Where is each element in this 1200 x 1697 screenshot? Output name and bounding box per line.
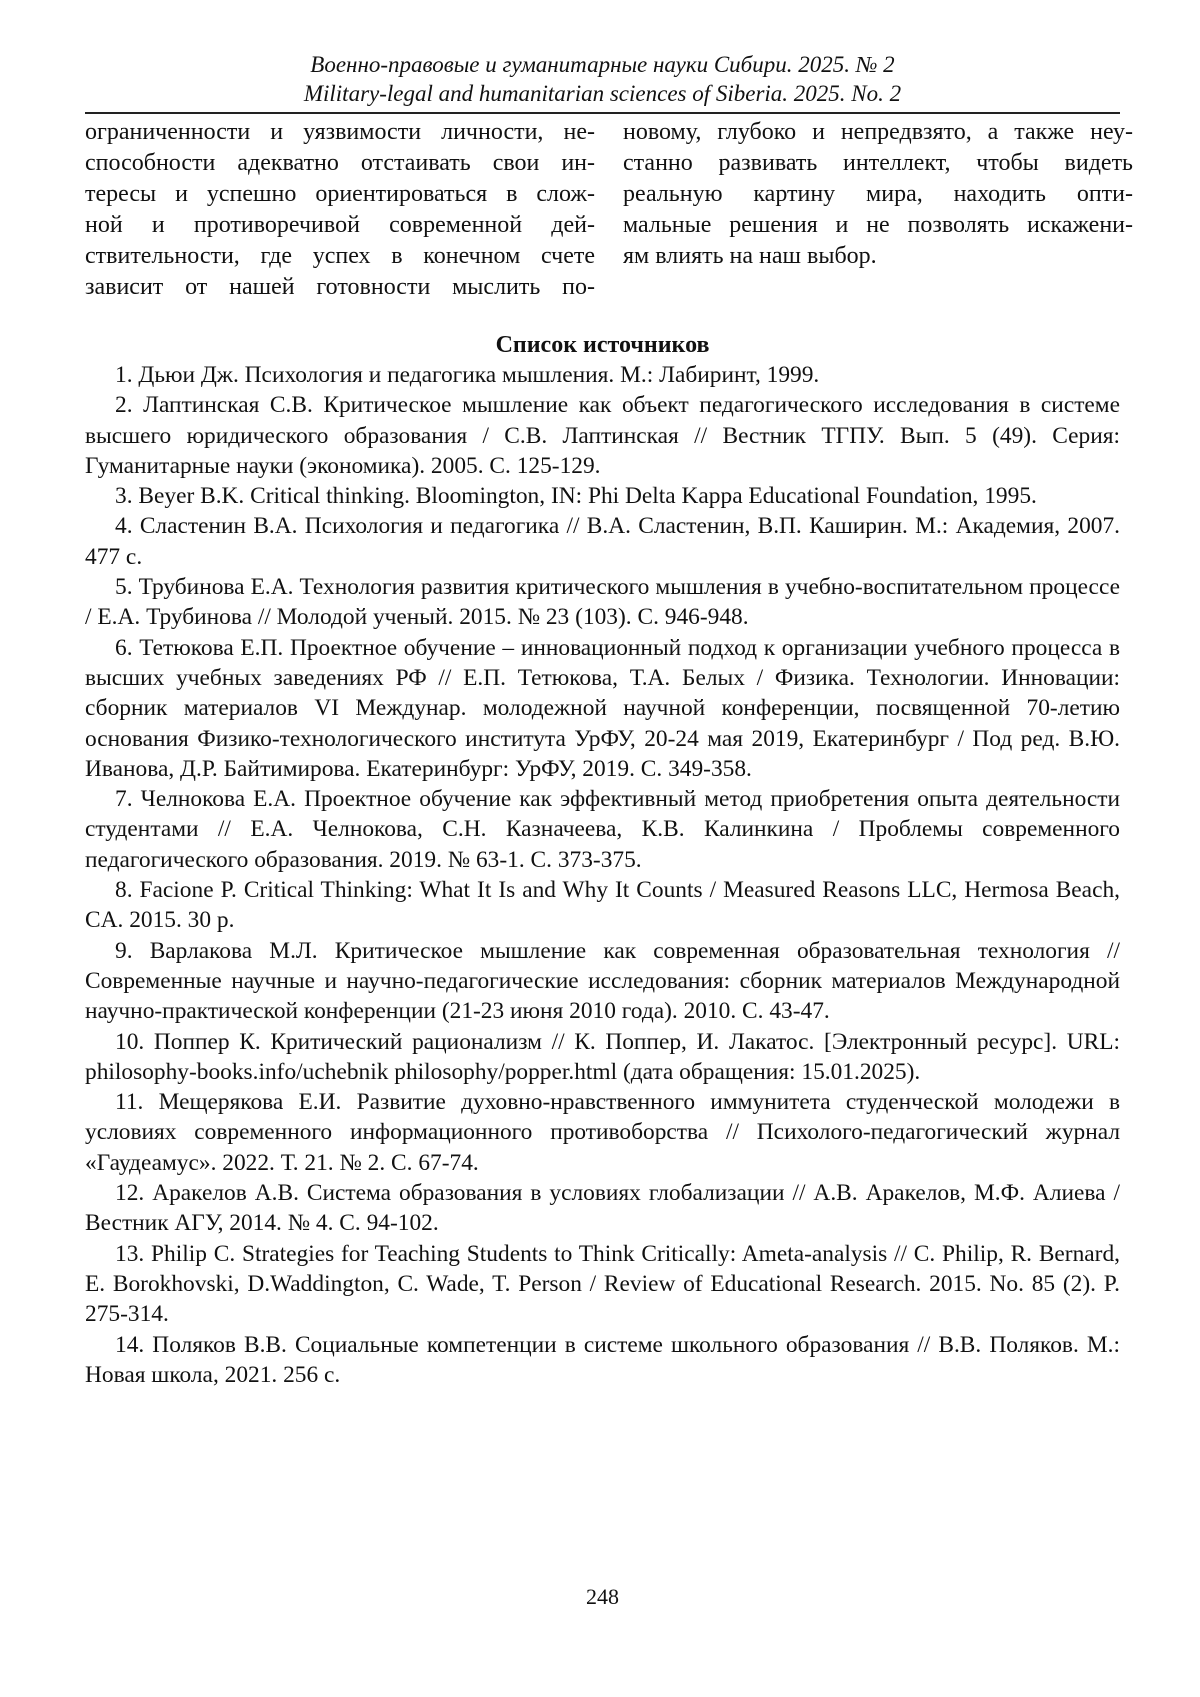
references-title: Список источников xyxy=(495,332,710,358)
left-column-line: ствительности, где успех в конечном счете xyxy=(85,243,595,269)
right-column xyxy=(623,117,1133,272)
right-column-line: ям влиять на наш выбор. xyxy=(623,243,877,269)
reference-item-10: 10. Поппер К. Критический рационализм // К. Поппер, И. Лакатос. [Электронный ресурс]. URL: philosophy-books.info/uchebnik philosophy/popper.html (дата обращения: 15.01.2025). xyxy=(85,1028,1120,1085)
reference-item-12: 12. Аракелов А.В. Система образования в условиях глобализации // А.В. Аракелов, М.Ф. Алиева / Вестник АГУ, 2014. № 4. С. 94-102. xyxy=(85,1180,1120,1237)
running-header xyxy=(85,50,1120,108)
left-column-line: зависит от нашей готовности мыслить по- xyxy=(85,274,595,300)
reference-item-4: 4. Сластенин В.А. Психология и педагогика // В.А. Сластенин, В.П. Каширин. М.: Академия, 2007. 477 с. xyxy=(85,513,1120,570)
journal-title-en: Military-legal and humanitarian sciences of Siberia. 2025. No. 2 xyxy=(303,81,902,106)
body-text-columns xyxy=(85,117,1133,307)
journal-title-ru: Военно-правовые и гуманитарные науки Сибири. 2025. № 2 xyxy=(310,52,895,77)
reference-item-14: 14. Поляков В.В. Социальные компетенции в системе школьного образования // В.В. Поляков. М.: Новая школа, 2021. 256 с. xyxy=(85,1331,1120,1388)
reference-item-5: 5. Трубинова Е.А. Технология развития критического мышления в учебно-воспитательном процессе / Е.А. Трубинова // Молодой ученый. 2015. № 23 (103). С. 946-948. xyxy=(85,574,1120,631)
page-number: 248 xyxy=(586,1584,619,1609)
right-column-line: новому, глубоко и непредвзято, а также неу- xyxy=(623,119,1133,145)
left-column-line: ограниченности и уязвимости личности, не- xyxy=(85,119,595,145)
reference-item-3: 3. Beyer B.K. Critical thinking. Bloomington, IN: Phi Delta Kappa Educational Foundation, 1995. xyxy=(115,483,1037,510)
reference-item-8: 8. Facione P. Critical Thinking: What It Is and Why It Counts / Measured Reasons LLC, Hermosa Beach, CA. 2015. 30 p. xyxy=(85,877,1120,934)
left-column-line: способности адекватно отстаивать свои ин- xyxy=(85,150,595,176)
left-column-line: ной и противоречивой современной дей- xyxy=(85,212,595,238)
left-column-line: тересы и успешно ориентироваться в слож- xyxy=(85,181,595,207)
reference-item-6: 6. Тетюкова Е.П. Проектное обучение – инновационный подход к организации учебного процесса в высших учебных заведениях РФ // Е.П. Тетюкова, Т.А. Белых / Физика. Технологии. Инновации: сборник материалов VI Междунар. молодежной научной конференции, посвященной 70-летию основания Физико-технологического института УрФУ, 20-24 мая 2019, Екатеринбург / Под ред. В.Ю. Иванова, Д.Р. Байтимирова. Екатеринбург: УрФУ, 2019. С. 349-358. xyxy=(85,634,1120,782)
reference-item-1: 1. Дьюи Дж. Психология и педагогика мышления. М.: Лабиринт, 1999. xyxy=(115,362,820,388)
reference-item-2: 2. Лаптинская С.В. Критическое мышление как объект педагогического исследования в системе высшего юридического образования / С.В. Лаптинская // Вестник ТГПУ. Вып. 5 (49). Серия: Гуманитарные науки (экономика). 2005. С. 125-129. xyxy=(85,392,1120,479)
reference-item-9: 9. Варлакова М.Л. Критическое мышление как современная образовательная технология // Современные научные и научно-педагогические исследования: сборник материалов Международной научно-практической конференции (21-23 июня 2010 года). 2010. С. 43-47. xyxy=(85,937,1120,1025)
right-column-line: реальную картину мира, находить опти- xyxy=(623,181,1133,207)
header-divider xyxy=(85,112,1120,114)
reference-item-7: 7. Челнокова Е.А. Проектное обучение как эффективный метод приобретения опыта деятельности студентами // Е.А. Челнокова, С.Н. Казначеева, К.В. Калинкина / Проблемы современного педагогического образования. 2019. № 63-1. С. 373-375. xyxy=(85,786,1120,873)
right-column-line: станно развивать интеллект, чтобы видеть xyxy=(623,150,1133,176)
references-list xyxy=(85,360,1120,1390)
left-column xyxy=(85,117,595,303)
reference-item-13: 13. Philip C. Strategies for Teaching Students to Think Critically: Ameta-analysis // C. Philip, R. Bernard, E. Borokhovski, D.Waddington, C. Wade, T. Person / Review of Educational Research. 2015. No. 85 (2). P. 275-314. xyxy=(85,1240,1120,1328)
reference-item-11: 11. Мещерякова Е.И. Развитие духовно-нравственного иммунитета студенческой молодежи в условиях современного информационного противоборства // Психолого-педагогический журнал «Гаудеамус». 2022. Т. 21. № 2. С. 67-74. xyxy=(85,1089,1120,1176)
right-column-line: мальные решения и не позволять искажени- xyxy=(623,212,1133,238)
